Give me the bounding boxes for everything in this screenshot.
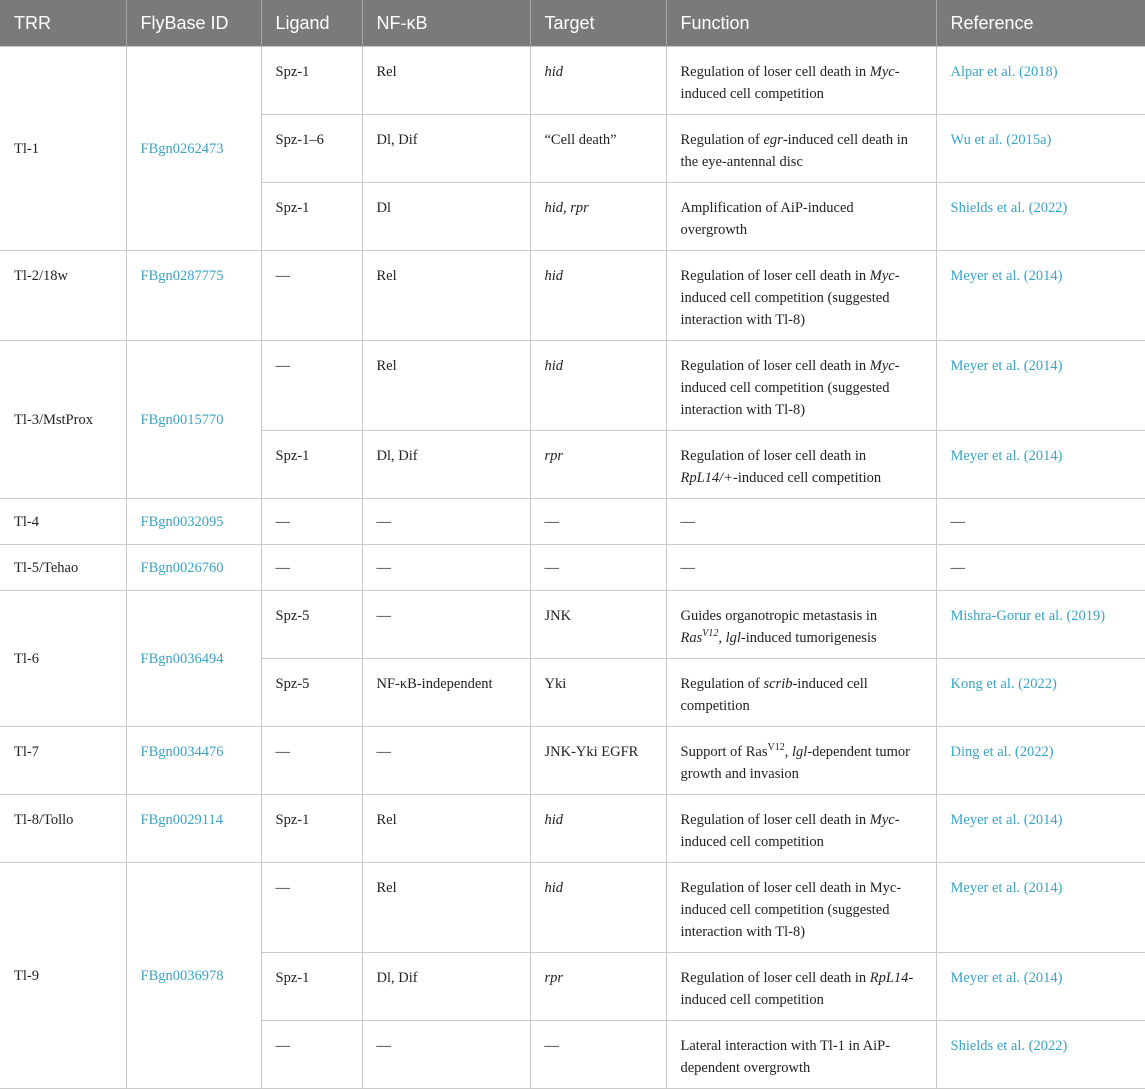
- function-cell: Regulation of loser cell death in Myc-induced cell competition: [666, 795, 936, 863]
- function-cell: Regulation of loser cell death in Myc-induced cell competition (suggested interaction with Tl-8): [666, 863, 936, 953]
- table-row: [0, 47, 1145, 115]
- ligand-cell: Spz-1: [261, 795, 362, 863]
- flybase-id-link[interactable]: FBgn0034476: [126, 727, 261, 795]
- header-row: [0, 0, 1145, 47]
- target-cell: rpr: [530, 953, 666, 1021]
- ligand-cell: Spz-1–6: [261, 115, 362, 183]
- ligand-cell: Spz-1: [261, 47, 362, 115]
- target-cell: —: [530, 1021, 666, 1089]
- reference-link[interactable]: Alpar et al. (2018): [936, 47, 1145, 115]
- flybase-id-link[interactable]: FBgn0026760: [126, 545, 261, 591]
- nfkb-cell: Dl: [362, 183, 530, 251]
- flybase-id-link[interactable]: FBgn0032095: [126, 499, 261, 545]
- target-cell: Yki: [530, 659, 666, 727]
- reference-link[interactable]: Meyer et al. (2014): [936, 431, 1145, 499]
- reference-link[interactable]: Meyer et al. (2014): [936, 251, 1145, 341]
- nfkb-cell: —: [362, 1021, 530, 1089]
- trr-cell: Tl-3/MstProx: [0, 341, 126, 499]
- nfkb-cell: Rel: [362, 863, 530, 953]
- trr-cell: Tl-1: [0, 47, 126, 251]
- reference-link[interactable]: Meyer et al. (2014): [936, 795, 1145, 863]
- flybase-id-link[interactable]: FBgn0036494: [126, 591, 261, 727]
- function-cell: Regulation of loser cell death in Myc-induced cell competition (suggested interaction with Tl-8): [666, 341, 936, 431]
- target-cell: hid: [530, 341, 666, 431]
- target-cell: hid: [530, 251, 666, 341]
- trr-cell: Tl-2/18w: [0, 251, 126, 341]
- function-cell: Guides organotropic metastasis in Ras$^{V12}$, lgl-induced tumorigenesis: [666, 591, 936, 659]
- trr-cell: Tl-8/Tollo: [0, 795, 126, 863]
- function-cell: —: [666, 545, 936, 591]
- function-cell: Regulation of scrib-induced cell competition: [666, 659, 936, 727]
- function-cell: Regulation of loser cell death in Myc-induced cell competition: [666, 47, 936, 115]
- nfkb-cell: Dl, Dif: [362, 431, 530, 499]
- trr-cell: Tl-6: [0, 591, 126, 727]
- col-header-ligand: Ligand: [261, 0, 362, 47]
- target-cell: —: [530, 499, 666, 545]
- target-cell: —: [530, 545, 666, 591]
- reference-link[interactable]: Meyer et al. (2014): [936, 863, 1145, 953]
- table-row: [0, 251, 1145, 341]
- ligand-cell: Spz-1: [261, 183, 362, 251]
- table-row: [0, 341, 1145, 431]
- function-cell: Amplification of AiP-induced overgrowth: [666, 183, 936, 251]
- nfkb-cell: —: [362, 545, 530, 591]
- col-header-flybase-id: FlyBase ID: [126, 0, 261, 47]
- col-header-nfkb: NF-κB: [362, 0, 530, 47]
- trr-cell: Tl-4: [0, 499, 126, 545]
- ligand-cell: —: [261, 863, 362, 953]
- trr-cell: Tl-7: [0, 727, 126, 795]
- trr-cell: Tl-5/Tehao: [0, 545, 126, 591]
- col-header-target: Target: [530, 0, 666, 47]
- ligand-cell: Spz-5: [261, 659, 362, 727]
- nfkb-cell: Dl, Dif: [362, 953, 530, 1021]
- target-cell: JNK: [530, 591, 666, 659]
- table-row: [0, 727, 1145, 795]
- function-cell: —: [666, 499, 936, 545]
- nfkb-cell: NF-κB-independent: [362, 659, 530, 727]
- table-row: [0, 499, 1145, 545]
- function-cell: Regulation of egr-induced cell death in the eye-antennal disc: [666, 115, 936, 183]
- nfkb-cell: Rel: [362, 795, 530, 863]
- target-cell: JNK-Yki EGFR: [530, 727, 666, 795]
- target-cell: hid: [530, 863, 666, 953]
- function-cell: Lateral interaction with Tl-1 in AiP-dependent overgrowth: [666, 1021, 936, 1089]
- ligand-cell: Spz-1: [261, 431, 362, 499]
- nfkb-cell: —: [362, 591, 530, 659]
- ligand-cell: —: [261, 341, 362, 431]
- table-row: [0, 545, 1145, 591]
- table-row: [0, 591, 1145, 659]
- function-cell: Regulation of loser cell death in Myc-induced cell competition (suggested interaction with Tl-8): [666, 251, 936, 341]
- nfkb-cell: Rel: [362, 251, 530, 341]
- reference-link[interactable]: Shields et al. (2022): [936, 1021, 1145, 1089]
- reference-link[interactable]: Kong et al. (2022): [936, 659, 1145, 727]
- flybase-id-link[interactable]: FBgn0262473: [126, 47, 261, 251]
- nfkb-cell: Rel: [362, 341, 530, 431]
- reference-link[interactable]: Shields et al. (2022): [936, 183, 1145, 251]
- reference-cell: —: [936, 499, 1145, 545]
- target-cell: hid, rpr: [530, 183, 666, 251]
- ligand-cell: Spz-1: [261, 953, 362, 1021]
- reference-link[interactable]: Ding et al. (2022): [936, 727, 1145, 795]
- nfkb-cell: Dl, Dif: [362, 115, 530, 183]
- flybase-id-link[interactable]: FBgn0029114: [126, 795, 261, 863]
- reference-link[interactable]: Wu et al. (2015a): [936, 115, 1145, 183]
- function-cell: Regulation of loser cell death in RpL14/+-induced cell competition: [666, 431, 936, 499]
- ligand-cell: —: [261, 1021, 362, 1089]
- function-cell: Support of Ras$^{V12}$, lgl-dependent tumor growth and invasion: [666, 727, 936, 795]
- flybase-id-link[interactable]: FBgn0036978: [126, 863, 261, 1089]
- col-header-function: Function: [666, 0, 936, 47]
- col-header-trr: TRR: [0, 0, 126, 47]
- col-header-reference: Reference: [936, 0, 1145, 47]
- function-cell: Regulation of loser cell death in RpL14-induced cell competition: [666, 953, 936, 1021]
- target-cell: hid: [530, 795, 666, 863]
- ligand-cell: —: [261, 545, 362, 591]
- table-row: [0, 795, 1145, 863]
- reference-link[interactable]: Meyer et al. (2014): [936, 953, 1145, 1021]
- ligand-cell: —: [261, 499, 362, 545]
- trr-cell: Tl-9: [0, 863, 126, 1089]
- ligand-cell: —: [261, 727, 362, 795]
- flybase-id-link[interactable]: FBgn0287775: [126, 251, 261, 341]
- reference-link[interactable]: Meyer et al. (2014): [936, 341, 1145, 431]
- target-cell: hid: [530, 47, 666, 115]
- ligand-cell: —: [261, 251, 362, 341]
- ligand-cell: Spz-5: [261, 591, 362, 659]
- reference-cell: —: [936, 545, 1145, 591]
- target-cell: rpr: [530, 431, 666, 499]
- reference-link[interactable]: Mishra-Gorur et al. (2019): [936, 591, 1145, 659]
- table-row: [0, 863, 1145, 953]
- nfkb-cell: Rel: [362, 47, 530, 115]
- target-cell: “Cell death”: [530, 115, 666, 183]
- nfkb-cell: —: [362, 499, 530, 545]
- flybase-id-link[interactable]: FBgn0015770: [126, 341, 261, 499]
- nfkb-cell: —: [362, 727, 530, 795]
